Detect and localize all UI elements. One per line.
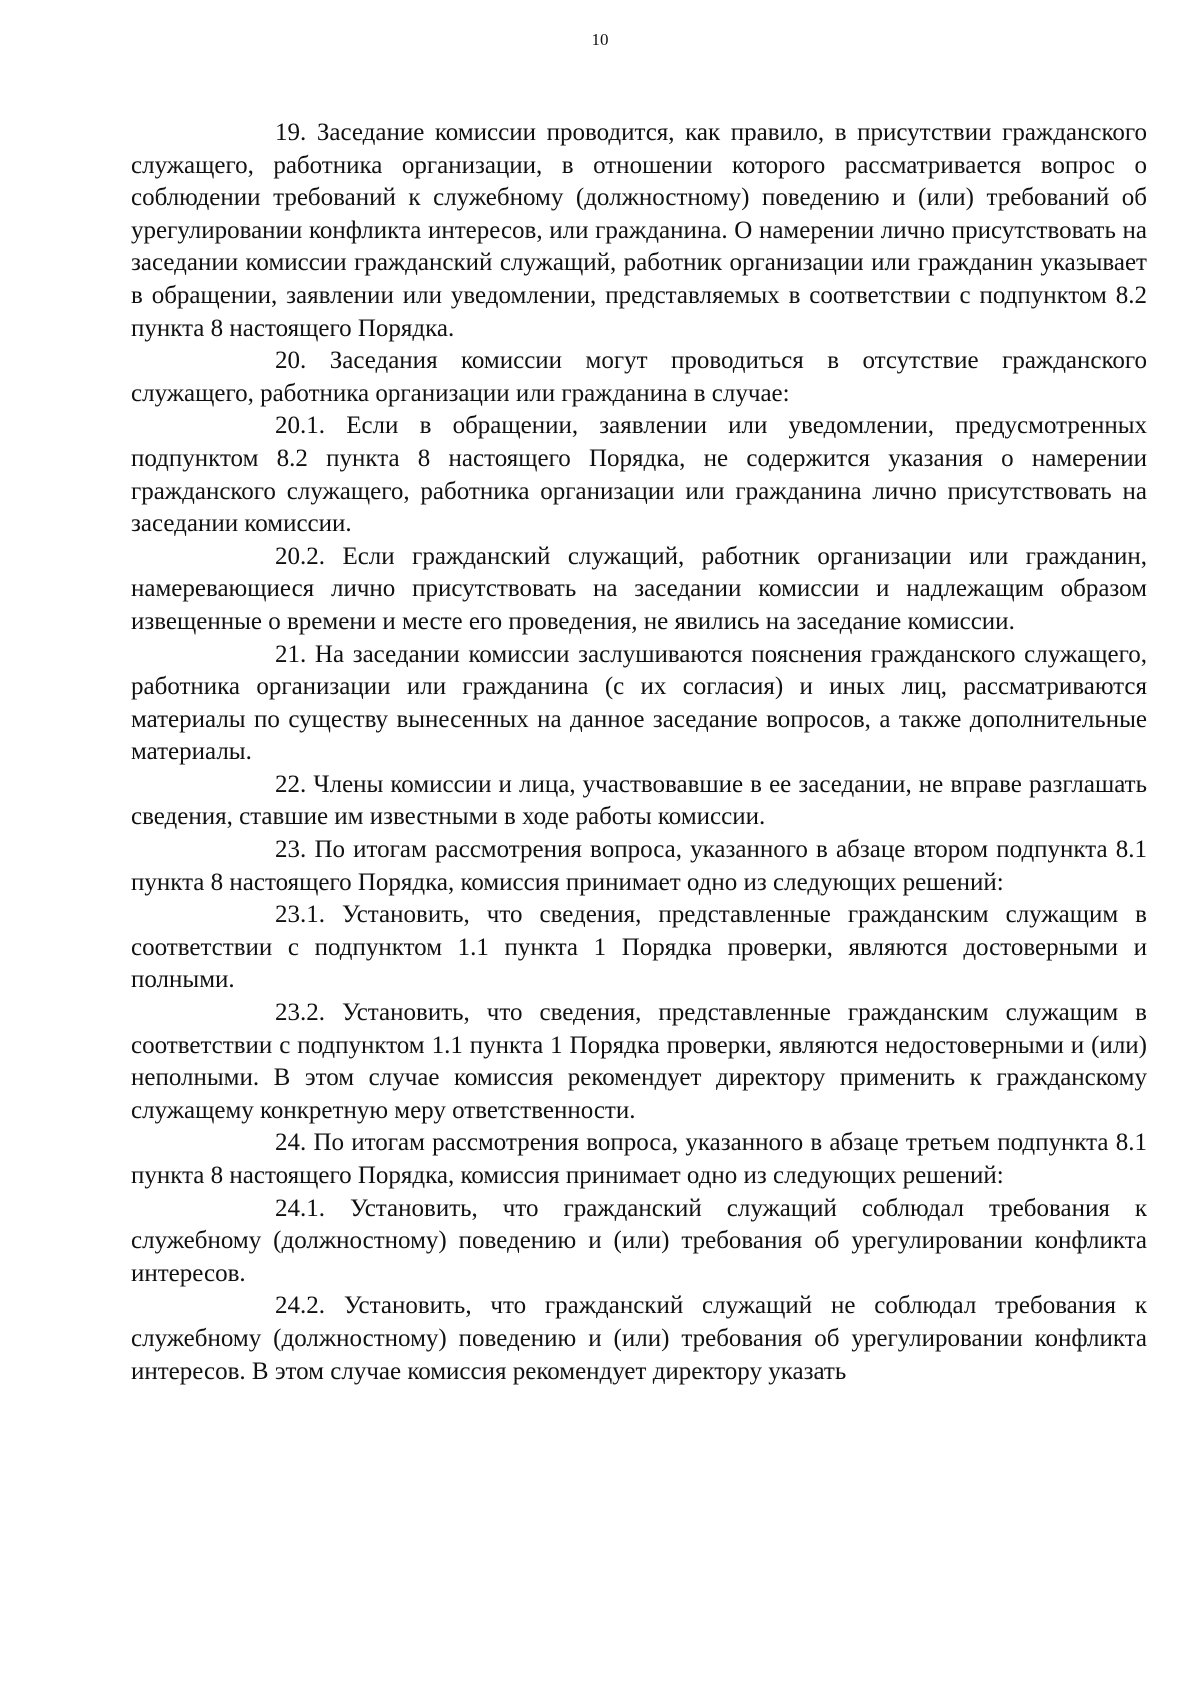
paragraph-23-1 xyxy=(131,899,1147,997)
paragraph-number: 23.2. xyxy=(275,999,325,1027)
paragraph-21 xyxy=(131,639,1147,769)
paragraph-text: Если гражданский служащий, работник организации или гражданин, намеревающиеся лично присутствовать на заседании комиссии и надлежащим образом извещенные о времени и месте его проведения, не явились на заседание комиссии. xyxy=(131,542,1148,635)
paragraph-number: 20. xyxy=(275,347,307,375)
paragraph-number: 24.2. xyxy=(275,1292,325,1320)
paragraph-text: На заседании комиссии заслушиваются пояснения гражданского служащего, работника организации или гражданина (с их согласия) и иных лиц, рассматриваются материалы по существу вынесенных на данное заседание вопросов, а также дополнительные материалы. xyxy=(131,640,1148,766)
paragraph-text: Установить, что сведения, представленные гражданским служащим в соответствии с подпунктом 1.1 пункта 1 Порядка проверки, являются недостоверными и (или) неполными. В этом случае комиссия рекомендует директору применить к гражданскому служащему конкретную меру ответственности. xyxy=(131,999,1147,1124)
document-body xyxy=(131,117,1147,1388)
paragraph-text: По итогам рассмотрения вопроса, указанного в абзаце третьем подпункта 8.1 пункта 8 настоящего Порядка, комиссия принимает одно из следующих решений: xyxy=(131,1129,1148,1189)
paragraph-number: 20.2. xyxy=(275,542,325,570)
page-number: 10 xyxy=(591,30,609,49)
paragraph-24-1 xyxy=(131,1193,1147,1291)
paragraph-20-2 xyxy=(131,541,1147,639)
paragraph-20-1 xyxy=(131,410,1147,540)
paragraph-text: Члены комиссии и лица, участвовавшие в ее заседании, не вправе разглашать сведения, ставшие им известными в ходе работы комиссии. xyxy=(131,770,1147,831)
paragraph-24 xyxy=(131,1127,1147,1192)
paragraph-23 xyxy=(131,834,1147,899)
paragraph-number: 23. xyxy=(275,836,307,864)
paragraph-text: Заседание комиссии проводится, как правило, в присутствии гражданского служащего, работника организации, в отношении которого рассматривается вопрос о соблюдении требований к служебному (должностному) поведению и (или) требований об урегулировании конфликта интересов, или гражданина. О намерении лично присутствовать на заседании комиссии гражданский служащий, работник организации или гражданин указывает в обращении, заявлении или уведомлении, представляемых в соответствии с подпунктом 8.2 пункта 8 настоящего Порядка. xyxy=(131,119,1148,342)
paragraph-number: 22. xyxy=(275,770,307,798)
paragraph-text: Установить, что гражданский служащий соблюдал требования к служебному (должностному) поведению и (или) требования об урегулировании конфликта интересов. xyxy=(131,1194,1148,1287)
paragraph-text: Установить, что сведения, представленные гражданским служащим в соответствии с подпунктом 1.1 пункта 1 Порядка проверки, являются достоверными и полными. xyxy=(131,901,1147,994)
paragraph-22 xyxy=(131,769,1147,834)
paragraph-24-2 xyxy=(131,1290,1147,1388)
paragraph-number: 20.1. xyxy=(275,412,325,440)
paragraph-19 xyxy=(131,117,1147,345)
paragraph-number: 23.1. xyxy=(275,901,325,929)
paragraph-text: Заседания комиссии могут проводиться в отсутствие гражданского служащего, работника организации или гражданина в случае: xyxy=(131,347,1148,407)
paragraph-number: 24. xyxy=(275,1129,307,1157)
paragraph-text: Установить, что гражданский служащий не соблюдал требования к служебному (должностному) поведению и (или) требования об урегулировании конфликта интересов. В этом случае комиссия рекомендует директору указать xyxy=(131,1292,1148,1385)
paragraph-number: 19. xyxy=(275,119,307,146)
paragraph-number: 24.1. xyxy=(275,1194,325,1222)
paragraph-23-2 xyxy=(131,997,1147,1127)
paragraph-text: По итогам рассмотрения вопроса, указанного в абзаце втором подпункта 8.1 пункта 8 настоящего Порядка, комиссия принимает одно из следующих решений: xyxy=(131,836,1147,896)
paragraph-20 xyxy=(131,345,1147,410)
paragraph-number: 21. xyxy=(275,640,307,668)
paragraph-text: Если в обращении, заявлении или уведомлении, предусмотренных подпунктом 8.2 пункта 8 настоящего Порядка, не содержится указания о намерении гражданского служащего, работника организации или гражданина лично присутствовать на заседании комиссии. xyxy=(131,412,1148,538)
